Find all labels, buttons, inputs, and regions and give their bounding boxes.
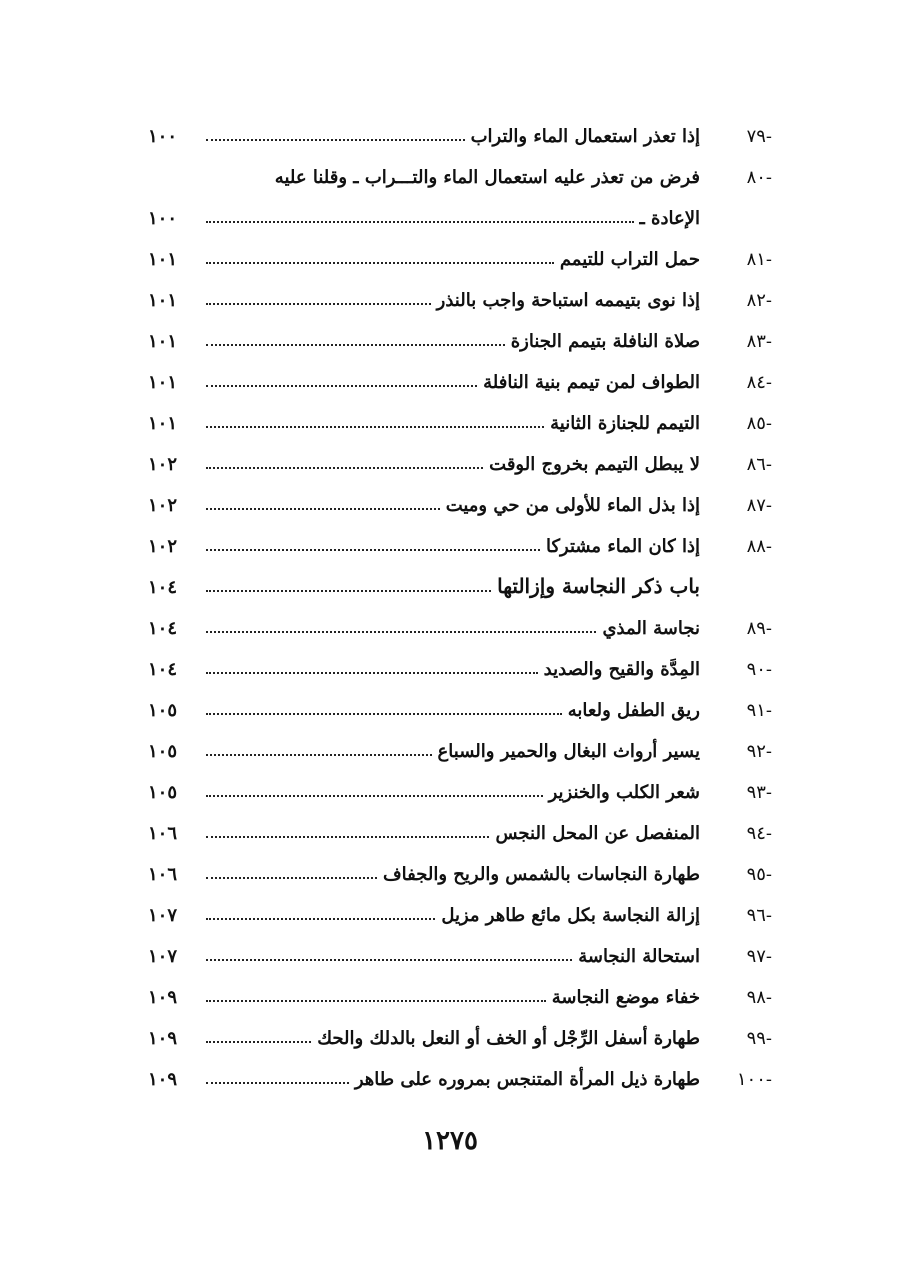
- entry-number: -٨٨: [746, 536, 772, 557]
- leader-dots: [206, 302, 431, 305]
- leader-dots: [206, 138, 465, 141]
- entry-number: -٨٢: [746, 290, 772, 311]
- entry-title: طهارة أسفل الرِّجْل أو الخف أو النعل بالدلك والحك: [317, 1028, 700, 1049]
- entry-page: ١٠٢: [148, 454, 178, 475]
- entry-page: ١٠٥: [148, 782, 178, 803]
- entry-number: -٨٠: [746, 167, 772, 188]
- entry-title: إذا تعذر استعمال الماء والتراب: [470, 126, 700, 147]
- entry-page: ١٠٠: [148, 126, 178, 147]
- entry-title: يسير أرواث البغال والحمير والسباع: [437, 741, 700, 762]
- leader-dots: [206, 753, 432, 756]
- entry-number: -٨٧: [746, 495, 772, 516]
- entry-number: -٩٤: [746, 823, 772, 844]
- entry-title: طهارة النجاسات بالشمس والريح والجفاف: [382, 864, 700, 885]
- entry-number: -٩٥: [746, 864, 772, 885]
- toc-entry: [148, 844, 772, 885]
- toc-entry: [148, 434, 772, 475]
- entry-page: ١٠٤: [148, 659, 178, 680]
- entry-page: ١٠٩: [148, 987, 178, 1008]
- entry-number: -٨١: [746, 249, 772, 270]
- toc-entry: [148, 926, 772, 967]
- chapter-title: باب ذكر النجاسة وإزالتها: [497, 574, 700, 598]
- leader-dots: [206, 507, 440, 510]
- entry-page: ١٠٥: [148, 741, 178, 762]
- entry-page: ١٠٩: [148, 1069, 178, 1090]
- leader-dots: [206, 220, 634, 223]
- entry-title: صلاة النافلة بتيمم الجنازة: [510, 331, 700, 352]
- leader-dots: [206, 425, 544, 428]
- entry-page: ١٠٩: [148, 1028, 178, 1049]
- entry-number: -٩٩: [746, 1028, 772, 1049]
- leader-dots: [206, 548, 540, 551]
- entry-number: -٩٣: [746, 782, 772, 803]
- entry-page: ١٠٧: [148, 946, 178, 967]
- entry-number: -٨٣: [746, 331, 772, 352]
- entry-title: المِدَّة والقيح والصديد: [543, 659, 700, 680]
- toc-entry: [148, 1008, 772, 1049]
- toc-entry: [148, 762, 772, 803]
- toc-entry: [148, 803, 772, 844]
- entry-number: -٨٤: [746, 372, 772, 393]
- entry-page: ١٠١: [148, 372, 178, 393]
- leader-dots: [206, 999, 546, 1002]
- toc-entry: [148, 475, 772, 516]
- entry-title: لا يبطل التيمم بخروج الوقت: [489, 454, 700, 475]
- entry-page: ١٠١: [148, 290, 178, 311]
- toc-entry: [148, 639, 772, 680]
- entry-title: إذا نوى بتيممه استباحة واجب بالنذر: [436, 290, 700, 311]
- entry-title: خفاء موضع النجاسة: [551, 987, 700, 1008]
- leader-dots: [206, 343, 505, 346]
- entry-number: -٨٥: [746, 413, 772, 434]
- toc-entry: [148, 598, 772, 639]
- entry-title: طهارة ذيل المرأة المتنجس بمروره على طاهر: [354, 1069, 700, 1090]
- entry-page: ١٠٦: [148, 864, 178, 885]
- toc-entry: [148, 680, 772, 721]
- entry-page: ١٠٢: [148, 495, 178, 516]
- entry-number: -٩٢: [746, 741, 772, 762]
- toc-entry: [148, 147, 772, 188]
- toc-entry: [148, 885, 772, 926]
- entry-number: -٩٧: [746, 946, 772, 967]
- entry-page: ١٠٥: [148, 700, 178, 721]
- entry-title: شعر الكلب والخنزير: [548, 782, 700, 803]
- leader-dots: [206, 466, 483, 469]
- toc-entry: [148, 393, 772, 434]
- leader-dots: [206, 261, 554, 264]
- leader-dots: [206, 876, 377, 879]
- table-of-contents: [148, 106, 772, 1090]
- leader-dots: [206, 835, 489, 838]
- toc-entry: [148, 229, 772, 270]
- entry-title: إذا بذل الماء للأولى من حي وميت: [445, 495, 700, 516]
- entry-number: -٩١: [746, 700, 772, 721]
- entry-page: ١٠٢: [148, 536, 178, 557]
- entry-number: -٩٨: [746, 987, 772, 1008]
- entry-page: ١٠٤: [148, 577, 178, 598]
- toc-entry: [148, 1049, 772, 1090]
- entry-number: -٩٦: [746, 905, 772, 926]
- leader-dots: [206, 1040, 311, 1043]
- entry-page: ١٠٤: [148, 618, 178, 639]
- entry-number: -٩٠: [746, 659, 772, 680]
- entry-title: إزالة النجاسة بكل مائع طاهر مزيل: [441, 905, 700, 926]
- toc-entry-continuation: [148, 188, 772, 229]
- entry-page: ١٠٦: [148, 823, 178, 844]
- leader-dots: [206, 384, 477, 387]
- chapter-heading: [148, 557, 772, 598]
- leader-dots: [206, 794, 543, 797]
- page-number: ١٢٧٥: [422, 1126, 478, 1156]
- toc-entry: [148, 721, 772, 762]
- toc-entry: [148, 106, 772, 147]
- entry-title: فرض من تعذر عليه استعمال الماء والتـــراب ـ وقلنا عليه: [274, 167, 700, 188]
- entry-title: ريق الطفل ولعابه: [567, 700, 700, 721]
- leader-dots: [206, 712, 562, 715]
- toc-entry: [148, 311, 772, 352]
- leader-dots: [206, 589, 491, 592]
- entry-page: ١٠٧: [148, 905, 178, 926]
- entry-page: ١٠١: [148, 249, 178, 270]
- toc-entry: [148, 270, 772, 311]
- leader-dots: [206, 1081, 349, 1084]
- leader-dots: [206, 630, 596, 633]
- entry-title: حمل التراب للتيمم: [559, 249, 700, 270]
- entry-number: -٨٩: [746, 618, 772, 639]
- entry-title: الطواف لمن تيمم بنية النافلة: [483, 372, 700, 393]
- entry-number: -٨٦: [746, 454, 772, 475]
- entry-page: ١٠١: [148, 331, 178, 352]
- entry-page: ١٠١: [148, 413, 178, 434]
- leader-dots: [206, 671, 538, 674]
- leader-dots: [206, 917, 435, 920]
- toc-entry: [148, 967, 772, 1008]
- entry-title-continued: الإعادة ـ: [639, 208, 700, 229]
- toc-entry: [148, 516, 772, 557]
- entry-number: -١٠٠: [736, 1069, 772, 1090]
- entry-title: إذا كان الماء مشتركا: [545, 536, 700, 557]
- toc-entry: [148, 352, 772, 393]
- entry-number: -٧٩: [746, 126, 772, 147]
- entry-title: نجاسة المذي: [602, 618, 700, 639]
- entry-title: المنفصل عن المحل النجس: [495, 823, 700, 844]
- leader-dots: [206, 958, 572, 961]
- entry-title: التيمم للجنازة الثانية: [550, 413, 700, 434]
- entry-title: استحالة النجاسة: [578, 946, 700, 967]
- entry-page: ١٠٠: [148, 208, 178, 229]
